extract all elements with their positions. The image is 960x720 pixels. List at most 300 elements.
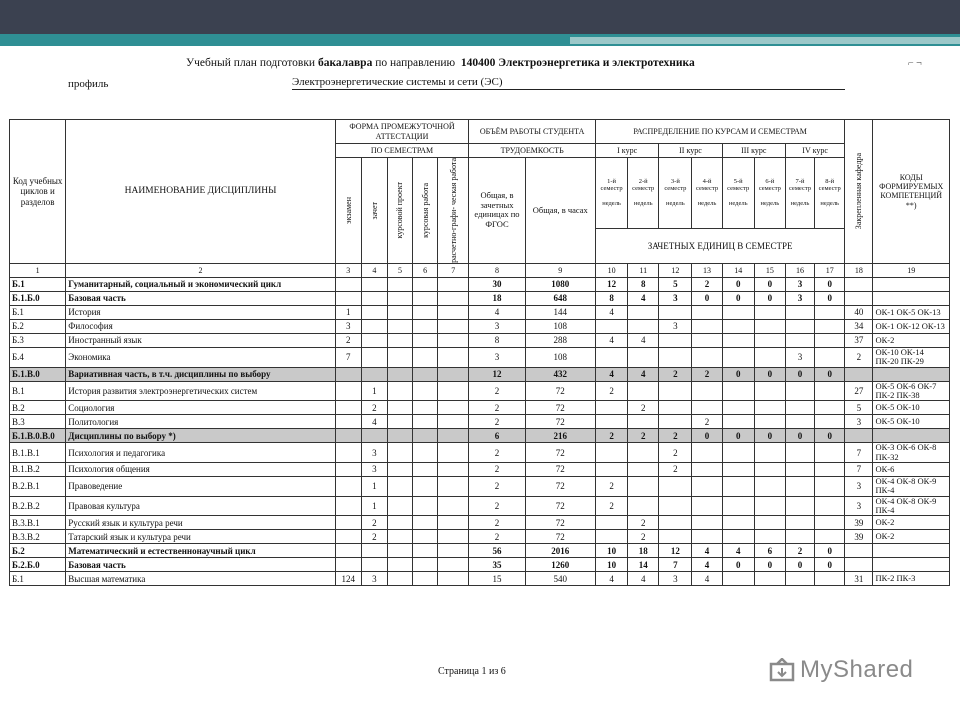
row-semester-6: 0	[754, 291, 785, 305]
row-competences	[873, 429, 950, 443]
row-code: Б.1	[10, 277, 66, 291]
row-dept: 27	[845, 381, 873, 401]
row-name: Политология	[66, 415, 335, 429]
table-row	[10, 367, 950, 381]
row-code: Б.1.В.0	[10, 367, 66, 381]
row-exam	[335, 291, 361, 305]
column-number: 7	[438, 263, 469, 277]
row-course-work	[413, 530, 438, 544]
row-semester-8	[815, 462, 845, 476]
row-semester-2: 2	[628, 516, 659, 530]
row-code: Б.1	[10, 572, 66, 586]
header-calc-work: расчетно-графи- ческая работа	[438, 158, 469, 264]
row-exam	[335, 530, 361, 544]
row-semester-4: 2	[692, 367, 722, 381]
row-competences	[873, 291, 950, 305]
row-total-credits: 2	[469, 401, 525, 415]
row-total-credits: 3	[469, 347, 525, 367]
row-competences	[873, 277, 950, 291]
row-total-hours: 648	[525, 291, 595, 305]
row-semester-3	[659, 530, 692, 544]
table-row	[10, 347, 950, 367]
row-semester-7	[785, 572, 814, 586]
row-total-credits: 2	[469, 530, 525, 544]
row-dept	[845, 291, 873, 305]
row-course-project	[387, 476, 412, 496]
table-row	[10, 291, 950, 305]
row-course-project	[387, 291, 412, 305]
row-credit	[361, 367, 387, 381]
row-semester-7	[785, 516, 814, 530]
row-code: Б.2	[10, 319, 66, 333]
row-semester-3: 2	[659, 429, 692, 443]
row-credit	[361, 319, 387, 333]
row-name: Философия	[66, 319, 335, 333]
row-credit: 2	[361, 530, 387, 544]
row-total-hours: 72	[525, 530, 595, 544]
row-total-credits: 4	[469, 305, 525, 319]
row-semester-5: 4	[722, 544, 754, 558]
row-semester-2	[628, 443, 659, 463]
table-row	[10, 415, 950, 429]
row-semester-4	[692, 319, 722, 333]
row-semester-1	[595, 516, 627, 530]
accent-stripe	[0, 34, 960, 46]
header-dept: Закрепленная кафедра	[845, 120, 873, 264]
row-semester-4	[692, 401, 722, 415]
row-course-work	[413, 333, 438, 347]
row-semester-6	[754, 415, 785, 429]
row-course-project	[387, 572, 412, 586]
course-3: III курс	[722, 144, 785, 158]
row-credit: 1	[361, 381, 387, 401]
row-semester-4: 2	[692, 415, 722, 429]
row-competences: ОК-1 ОК-12 ОК-13	[873, 319, 950, 333]
row-semester-1	[595, 462, 627, 476]
row-course-work	[413, 443, 438, 463]
row-competences	[873, 558, 950, 572]
header-total-credits: Общая, в зачетных единицах по ФГОС	[469, 158, 525, 264]
row-name: Социология	[66, 401, 335, 415]
row-course-work	[413, 381, 438, 401]
row-total-credits: 18	[469, 291, 525, 305]
row-competences: ОК-10 ОК-14 ПК-20 ПК-29	[873, 347, 950, 367]
row-total-hours: 432	[525, 367, 595, 381]
row-total-hours: 72	[525, 516, 595, 530]
row-total-credits: 8	[469, 333, 525, 347]
row-semester-1: 4	[595, 572, 627, 586]
row-dept: 3	[845, 476, 873, 496]
row-total-hours: 72	[525, 415, 595, 429]
row-total-credits: 2	[469, 516, 525, 530]
row-semester-5: 0	[722, 558, 754, 572]
row-course-project	[387, 319, 412, 333]
row-semester-2	[628, 305, 659, 319]
row-total-credits: 2	[469, 415, 525, 429]
row-semester-7	[785, 401, 814, 415]
row-calc-work	[438, 277, 469, 291]
row-semester-3: 7	[659, 558, 692, 572]
row-semester-3	[659, 347, 692, 367]
row-semester-4	[692, 443, 722, 463]
row-exam	[335, 381, 361, 401]
row-name: Правовая культура	[66, 496, 335, 516]
row-course-work	[413, 496, 438, 516]
row-semester-2: 8	[628, 277, 659, 291]
table-row	[10, 558, 950, 572]
table-row	[10, 544, 950, 558]
row-semester-3	[659, 381, 692, 401]
row-competences: ОК-2	[873, 333, 950, 347]
row-name: История	[66, 305, 335, 319]
row-semester-5: 0	[722, 367, 754, 381]
header-course-work: курсовая работа	[413, 158, 438, 264]
row-total-hours: 1080	[525, 277, 595, 291]
row-semester-3	[659, 305, 692, 319]
row-semester-1	[595, 530, 627, 544]
row-semester-6	[754, 443, 785, 463]
row-calc-work	[438, 305, 469, 319]
row-semester-2	[628, 381, 659, 401]
row-semester-6	[754, 333, 785, 347]
watermark-icon	[768, 658, 796, 684]
row-semester-5	[722, 516, 754, 530]
course-2: II курс	[659, 144, 722, 158]
course-4: IV курс	[785, 144, 844, 158]
row-competences: ОК-2	[873, 530, 950, 544]
row-calc-work	[438, 496, 469, 516]
row-semester-1	[595, 319, 627, 333]
row-calc-work	[438, 516, 469, 530]
row-semester-8	[815, 530, 845, 544]
row-code: В.3.В.2	[10, 530, 66, 544]
table-row	[10, 572, 950, 586]
row-semester-4	[692, 516, 722, 530]
row-semester-8	[815, 516, 845, 530]
row-semester-7: 2	[785, 544, 814, 558]
row-semester-6: 0	[754, 277, 785, 291]
row-exam	[335, 544, 361, 558]
row-semester-3: 2	[659, 367, 692, 381]
row-semester-8	[815, 476, 845, 496]
row-semester-1: 2	[595, 381, 627, 401]
row-semester-8	[815, 347, 845, 367]
table-row	[10, 401, 950, 415]
row-semester-8: 0	[815, 367, 845, 381]
row-semester-7	[785, 415, 814, 429]
row-semester-5	[722, 333, 754, 347]
row-name: Гуманитарный, социальный и экономический цикл	[66, 277, 335, 291]
row-credit	[361, 544, 387, 558]
row-exam	[335, 415, 361, 429]
row-name: Правоведение	[66, 476, 335, 496]
row-dept: 2	[845, 347, 873, 367]
row-semester-7	[785, 381, 814, 401]
row-code: В.1	[10, 381, 66, 401]
row-semester-3: 5	[659, 277, 692, 291]
header-name: НАИМЕНОВАНИЕ ДИСЦИПЛИНЫ	[66, 120, 335, 264]
row-semester-5	[722, 530, 754, 544]
column-number-row	[10, 263, 950, 277]
row-competences: ОК-6	[873, 462, 950, 476]
row-semester-4	[692, 305, 722, 319]
row-code: В.1.В.2	[10, 462, 66, 476]
row-total-hours: 72	[525, 476, 595, 496]
row-calc-work	[438, 347, 469, 367]
row-semester-1: 12	[595, 277, 627, 291]
row-code: В.3	[10, 415, 66, 429]
row-calc-work	[438, 429, 469, 443]
row-semester-2	[628, 347, 659, 367]
row-course-project	[387, 530, 412, 544]
table-row	[10, 516, 950, 530]
row-calc-work	[438, 333, 469, 347]
row-exam	[335, 401, 361, 415]
row-semester-4: 0	[692, 291, 722, 305]
row-competences: ОК-1 ОК-5 ОК-13	[873, 305, 950, 319]
row-semester-2: 2	[628, 530, 659, 544]
profile-label: профиль	[68, 78, 109, 90]
header-credit: зачет	[361, 158, 387, 264]
row-semester-3	[659, 516, 692, 530]
row-course-work	[413, 415, 438, 429]
row-code: Б.4	[10, 347, 66, 367]
row-credit: 2	[361, 401, 387, 415]
row-semester-6: 6	[754, 544, 785, 558]
row-semester-2: 4	[628, 367, 659, 381]
row-semester-4	[692, 530, 722, 544]
row-semester-5	[722, 381, 754, 401]
row-dept	[845, 367, 873, 381]
table-row	[10, 476, 950, 496]
row-semester-3: 3	[659, 319, 692, 333]
row-semester-6: 0	[754, 558, 785, 572]
row-total-credits: 2	[469, 462, 525, 476]
row-semester-6	[754, 516, 785, 530]
row-name: Психология общения	[66, 462, 335, 476]
row-semester-2	[628, 496, 659, 516]
course-1: I курс	[595, 144, 658, 158]
row-semester-8: 0	[815, 558, 845, 572]
row-course-project	[387, 333, 412, 347]
row-total-hours: 1260	[525, 558, 595, 572]
row-course-work	[413, 367, 438, 381]
row-course-project	[387, 347, 412, 367]
table-row	[10, 277, 950, 291]
row-dept: 3	[845, 415, 873, 429]
column-number: 1	[10, 263, 66, 277]
row-semester-3: 3	[659, 291, 692, 305]
row-course-work	[413, 291, 438, 305]
row-exam	[335, 462, 361, 476]
row-semester-3: 12	[659, 544, 692, 558]
table-row	[10, 381, 950, 401]
row-semester-1: 2	[595, 476, 627, 496]
watermark-text: MyShared	[800, 656, 914, 683]
row-dept: 3	[845, 496, 873, 516]
row-total-credits: 30	[469, 277, 525, 291]
row-calc-work	[438, 415, 469, 429]
row-semester-5	[722, 415, 754, 429]
row-code: В.2.В.1	[10, 476, 66, 496]
semester-7: 7-й семестр недель	[785, 158, 814, 229]
row-semester-1	[595, 443, 627, 463]
row-calc-work	[438, 572, 469, 586]
row-semester-7: 0	[785, 429, 814, 443]
row-semester-7	[785, 305, 814, 319]
row-semester-5: 0	[722, 291, 754, 305]
row-semester-5: 0	[722, 429, 754, 443]
row-exam: 3	[335, 319, 361, 333]
row-calc-work	[438, 319, 469, 333]
row-semester-8	[815, 333, 845, 347]
row-calc-work	[438, 476, 469, 496]
row-code: В.1.В.1	[10, 443, 66, 463]
row-semester-4: 2	[692, 277, 722, 291]
row-total-hours: 144	[525, 305, 595, 319]
table-row	[10, 305, 950, 319]
column-number: 14	[722, 263, 754, 277]
row-course-project	[387, 367, 412, 381]
row-semester-5	[722, 401, 754, 415]
row-dept	[845, 429, 873, 443]
row-competences: ОК-5 ОК-10	[873, 415, 950, 429]
row-calc-work	[438, 381, 469, 401]
row-credit	[361, 347, 387, 367]
column-number: 6	[413, 263, 438, 277]
row-competences: ОК-5 ОК-10	[873, 401, 950, 415]
row-semester-8	[815, 401, 845, 415]
row-course-work	[413, 347, 438, 367]
column-number: 3	[335, 263, 361, 277]
row-calc-work	[438, 291, 469, 305]
row-semester-6	[754, 476, 785, 496]
row-semester-7: 3	[785, 277, 814, 291]
row-name: Базовая часть	[66, 558, 335, 572]
row-competences: ОК-4 ОК-8 ОК-9 ПК-4	[873, 496, 950, 516]
row-semester-2	[628, 319, 659, 333]
row-semester-3: 2	[659, 443, 692, 463]
row-semester-6	[754, 347, 785, 367]
header-credit-units: ЗАЧЕТНЫХ ЕДИНИЦ В СЕМЕСТРЕ	[595, 228, 844, 263]
row-dept	[845, 558, 873, 572]
row-total-hours: 2016	[525, 544, 595, 558]
semester-4: 4-й семестр недель	[692, 158, 722, 229]
row-total-hours: 288	[525, 333, 595, 347]
row-total-credits: 12	[469, 367, 525, 381]
row-exam	[335, 476, 361, 496]
row-name: Татарский язык и культура речи	[66, 530, 335, 544]
row-total-hours: 216	[525, 429, 595, 443]
row-semester-4	[692, 462, 722, 476]
row-semester-1: 10	[595, 544, 627, 558]
row-semester-6	[754, 496, 785, 516]
profile-value: Электроэнергетические системы и сети (ЭС)	[292, 76, 845, 90]
row-course-work	[413, 572, 438, 586]
row-course-work	[413, 544, 438, 558]
row-course-project	[387, 443, 412, 463]
row-total-hours: 72	[525, 462, 595, 476]
row-course-work	[413, 516, 438, 530]
row-course-work	[413, 429, 438, 443]
row-code: Б.1.В.0.В.0	[10, 429, 66, 443]
column-number: 2	[66, 263, 335, 277]
row-semester-6	[754, 305, 785, 319]
row-total-hours: 72	[525, 401, 595, 415]
row-course-work	[413, 305, 438, 319]
row-exam	[335, 443, 361, 463]
row-semester-4	[692, 347, 722, 367]
row-semester-7	[785, 476, 814, 496]
row-course-project	[387, 516, 412, 530]
row-semester-1: 2	[595, 496, 627, 516]
row-dept: 39	[845, 530, 873, 544]
row-competences: ОК-3 ОК-6 ОК-8 ПК-32	[873, 443, 950, 463]
row-dept: 7	[845, 462, 873, 476]
row-semester-7	[785, 496, 814, 516]
column-number: 17	[815, 263, 845, 277]
row-course-work	[413, 319, 438, 333]
table-row	[10, 333, 950, 347]
semester-3: 3-й семестр недель	[659, 158, 692, 229]
row-course-work	[413, 558, 438, 572]
row-semester-4	[692, 333, 722, 347]
row-competences: ОК-5 ОК-6 ОК-7 ПК-2 ПК-38	[873, 381, 950, 401]
column-number: 4	[361, 263, 387, 277]
curriculum-table	[9, 119, 950, 586]
header-exam: экзамен	[335, 158, 361, 264]
header-volume: ОБЪЁМ РАБОТЫ СТУДЕНТА	[469, 120, 596, 144]
row-semester-7: 0	[785, 558, 814, 572]
row-credit: 3	[361, 462, 387, 476]
row-semester-2: 18	[628, 544, 659, 558]
row-credit	[361, 333, 387, 347]
row-credit: 2	[361, 516, 387, 530]
column-number: 9	[525, 263, 595, 277]
row-course-work	[413, 277, 438, 291]
row-credit: 1	[361, 496, 387, 516]
row-course-project	[387, 462, 412, 476]
column-number: 19	[873, 263, 950, 277]
row-total-credits: 56	[469, 544, 525, 558]
column-number: 15	[754, 263, 785, 277]
row-semester-1	[595, 415, 627, 429]
row-total-credits: 3	[469, 319, 525, 333]
row-semester-7	[785, 333, 814, 347]
row-dept: 7	[845, 443, 873, 463]
row-exam: 7	[335, 347, 361, 367]
header-code: Код учебных циклов и разделов	[10, 120, 66, 264]
row-dept	[845, 544, 873, 558]
row-semester-8	[815, 319, 845, 333]
row-semester-1: 8	[595, 291, 627, 305]
row-calc-work	[438, 401, 469, 415]
row-course-project	[387, 429, 412, 443]
row-course-project	[387, 277, 412, 291]
row-semester-8	[815, 305, 845, 319]
column-number: 12	[659, 263, 692, 277]
row-semester-2	[628, 462, 659, 476]
table-row	[10, 530, 950, 544]
row-semester-8	[815, 381, 845, 401]
row-course-work	[413, 462, 438, 476]
row-dept: 31	[845, 572, 873, 586]
table-row	[10, 319, 950, 333]
row-total-hours: 72	[525, 381, 595, 401]
row-course-project	[387, 305, 412, 319]
row-course-project	[387, 544, 412, 558]
row-code: В.3.В.1	[10, 516, 66, 530]
